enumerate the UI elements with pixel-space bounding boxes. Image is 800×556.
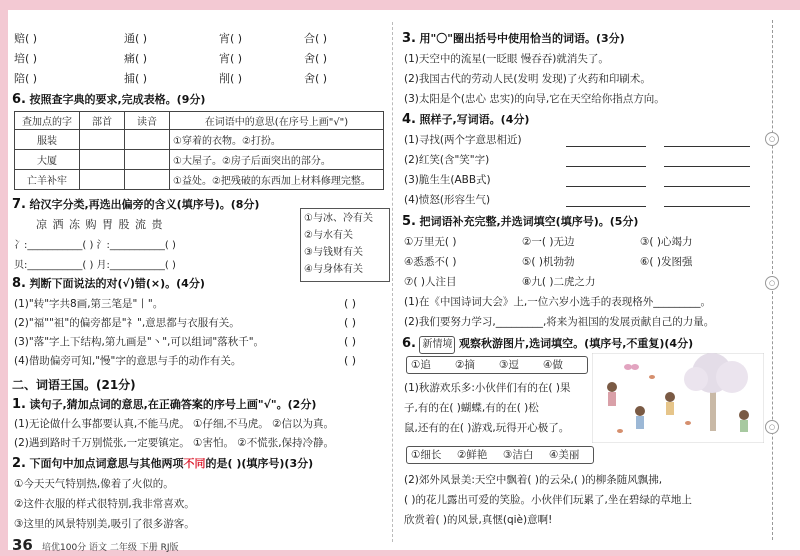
q6-para-2: 子,有的在( )蝴蝶,有的在( )松 (404, 402, 539, 414)
table-row: 服装 ①穿着的衣物。②打扮。 (15, 130, 384, 150)
right-q4-heading: 4. 照样子,写词语。(4分) (402, 112, 530, 127)
q8-item-4: (4)借助偏旁可知,"慢"字的意思与手的动作有关。 (14, 355, 242, 367)
table-header: 读音 (125, 112, 170, 130)
q6-options-box-2: ①细长 ②鲜艳 ③洁白 ④美丽 (406, 446, 594, 464)
s2-line-3: ③这里的风景特别美,吸引了很多游客。 (14, 518, 195, 530)
s2-line-1: ①今天天气特别热,像着了火似的。 (14, 478, 174, 490)
q8-mark-2[interactable]: ( ) (344, 316, 357, 329)
autumn-outing-illustration (592, 353, 764, 443)
q8-item-1: (1)"转"字共8画,第三笔是"丨"。 (14, 298, 164, 310)
s1-line-1: (1)无论做什么事都要认真,不能马虎。 ①仔细,不马虎。 ②信以为真。 (14, 418, 335, 430)
pinyin-cell[interactable] (125, 170, 170, 190)
radical-cell[interactable] (80, 150, 125, 170)
q3-line-2: (2)我国古代的劳动人民(发明 发现)了火药和印刷术。 (404, 73, 651, 85)
q8-mark-3[interactable]: ( ) (344, 335, 357, 348)
radical-cell[interactable] (80, 130, 125, 150)
q5-line-2: (2)我们要努力学习,_________,将来为祖国的发展贡献自己的力量。 (404, 316, 715, 328)
q3-line-3: (3)太阳是个(忠心 忠实)的向导,它在天空给你指点方向。 (404, 93, 665, 105)
q4-blank[interactable] (566, 146, 646, 147)
s2-line-2: ②这件衣服的样式很特别,我非常喜欢。 (14, 498, 195, 510)
q4-blank[interactable] (566, 166, 646, 167)
q7-line-2: 贝:___________( ) 月:___________( ) (14, 260, 176, 271)
new-situation-badge: 新情境 (419, 336, 455, 354)
q6-para2-line-1: (2)郊外风景美:天空中飘着( )的云朵,( )的柳条随风飘拂, (404, 474, 663, 486)
q6-para2-line-2: ( )的花儿露出可爱的笑脸。小伙伴们玩累了,坐在碧绿的草地上 (404, 494, 692, 506)
pinyin-cell[interactable] (125, 130, 170, 150)
footer-text: 培优100分 语文 二年级 下册 RJ版 (42, 543, 179, 553)
q8-mark-4[interactable]: ( ) (344, 354, 357, 367)
q8-mark-1[interactable]: ( ) (344, 297, 357, 310)
section-2-title: 二、词语王国。(21分) (12, 378, 136, 392)
question-6-heading: 6. 按照查字典的要求,完成表格。(9分) (12, 92, 206, 107)
right-q5-heading: 5. 把词语补充完整,并选词填空(填序号)。(5分) (402, 214, 639, 229)
q5-row-1: ①万里无( ) ②一( )无边 ③( )心竭力 (404, 236, 693, 248)
q8-item-2: (2)"福""祖"的偏旁都是"礻",意思都与衣服有关。 (14, 317, 240, 329)
q6-options-box-1: ①追 ②摘 ③逗 ④做 (406, 356, 588, 374)
q4-item-1: (1)寻找(两个字意思相近) (404, 134, 522, 146)
right-q3-heading: 3. 用"〇"圈出括号中使用恰当的词语。(3分) (402, 31, 625, 46)
table-row: 大厦 ①大屋子。②房子后面突出的部分。 (15, 150, 384, 170)
table-header: 查加点的字 (15, 112, 80, 130)
q4-item-3: (3)脆生生(ABB式) (404, 174, 491, 186)
s1-line-2: (2)遇到路时千万别慌张,一定要镇定。 ①害怕。 ②不慌张,保持冷静。 (14, 437, 335, 449)
question-7-heading: 7. 给汉字分类,再选出偏旁的含义(填序号)。(8分) (12, 197, 260, 212)
q5-line-1: (1)在《中国诗词大会》上,一位六岁小选手的表现格外_________。 (404, 296, 711, 308)
page-border-top (0, 0, 800, 10)
dictionary-table (14, 111, 384, 190)
q4-blank[interactable] (566, 186, 646, 187)
q5-row-3: ⑦( )人注目 ⑧九( )二虎之力 (404, 276, 596, 288)
radical-row-3: 陪( ) 捕( ) 削( ) 舍( ) (14, 72, 328, 85)
q4-blank[interactable] (664, 146, 750, 147)
column-divider (392, 22, 393, 542)
q4-blank[interactable] (664, 206, 750, 207)
section-2-q1-heading: 1. 读句子,猜加点词的意思,在正确答案的序号上画"√"。(2分) (12, 397, 317, 412)
q4-item-2: (2)红笑(含"笑"字) (404, 154, 490, 166)
q5-row-2: ④悉悉不( ) ⑤( )机勃勃 ⑥( )发图强 (404, 256, 693, 268)
right-q6-heading: 6. 新情境 观察秋游图片,选词填空。(填序号,不重复)(4分) (402, 336, 693, 354)
binding-ring-icon: ○ (765, 132, 779, 146)
q7-options-box: ①与冰、冷有关 ②与水有关 ③与钱财有关 ④与身体有关 (300, 208, 390, 282)
page-border-left (0, 0, 8, 556)
q6-para-1: (1)秋游欢乐多:小伙伴们有的在( )果 (404, 382, 571, 394)
question-8-heading: 8. 判断下面说法的对(√)错(×)。(4分) (12, 276, 205, 291)
q4-blank[interactable] (566, 206, 646, 207)
q4-blank[interactable] (664, 166, 750, 167)
table-header: 部首 (80, 112, 125, 130)
q6-para2-line-3: 欣赏着( )的风景,真惬(qiè)意啊! (404, 514, 553, 526)
section-2-q2-heading: 2. 下面句中加点词意思与其他两项不同的是( )(填序号)(3分) (12, 456, 314, 471)
q7-characters: 凉 洒 冻 购 胃 股 流 贵 (36, 218, 164, 231)
table-row: 亡羊补牢 ①益处。②把残破的东西加上材料修理完整。 (15, 170, 384, 190)
q8-item-3: (3)"落"字上下结构,第九画是"丶",可以组词"落秋千"。 (14, 336, 265, 348)
table-header: 在词语中的意思(在序号上画"√") (170, 112, 384, 130)
q4-blank[interactable] (664, 186, 750, 187)
binding-ring-icon: ○ (765, 420, 779, 434)
radical-cell[interactable] (80, 170, 125, 190)
q6-para-3: 鼠,还有的在( )游戏,玩得开心极了。 (404, 422, 570, 434)
radical-row-1: 赔( ) 通( ) 宵( ) 合( ) (14, 32, 328, 45)
q4-item-4: (4)愤怒(形容生气) (404, 194, 491, 206)
q7-line-1[interactable]: 冫:___________( ) 氵:___________( ) (14, 240, 176, 251)
page-number: 36 (12, 536, 33, 554)
q3-line-1: (1)天空中的流星(一眨眼 慢吞吞)就消失了。 (404, 53, 609, 65)
binding-ring-icon: ○ (765, 276, 779, 290)
radical-row-2: 培( ) 痛( ) 宵( ) 舍( ) (14, 52, 328, 65)
pinyin-cell[interactable] (125, 150, 170, 170)
